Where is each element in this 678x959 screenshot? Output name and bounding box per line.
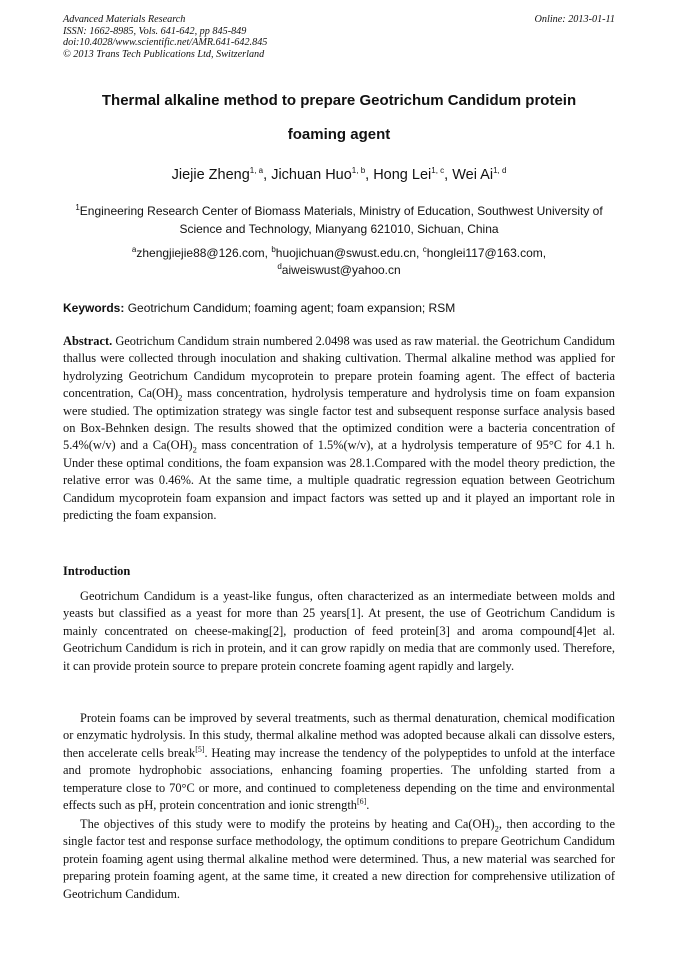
author-affiliation-mark: 1, a: [249, 166, 264, 176]
subscript: 2: [494, 823, 499, 834]
author-affiliation-mark: 1, c: [431, 166, 445, 176]
author-affiliation-mark: 1, d: [493, 166, 507, 176]
affiliation: [63, 203, 615, 238]
paper-title-line-1: Thermal alkaline method to prepare Geotrichum Candidum protein: [101, 92, 577, 109]
author-emails: [63, 245, 615, 279]
author-name: Hong Lei: [373, 167, 432, 183]
email-address: zhengjiejie88@126.com,: [136, 246, 268, 260]
section-heading-introduction: Introduction: [63, 564, 131, 578]
keywords-label: Keywords:: [63, 301, 125, 315]
subscript: 2: [178, 392, 183, 403]
affiliation-text: Engineering Research Center of Biomass Materials, Ministry of Education, Southwest University of Science and Technology, Mianyang 621010, Sichuan, China: [79, 204, 603, 236]
author-name: Jiejie Zheng: [171, 167, 250, 183]
abstract: [63, 333, 615, 524]
author-name: Wei Ai: [452, 167, 494, 183]
paragraph-text: , then according to the single factor test and response surface methodology, the optimum conditions to prepare Geotrichum Candidum protein foaming agent using thermal alkaline method were determined. Thus, a new material was searched for preparing protein foaming agent, at the same time, it created a new direction for comprehensive utilization of Geotrichum Candidum.: [63, 817, 615, 901]
abstract-text: Geotrichum Candidum strain numbered 2.0498 was used as raw material. the Geotrichum Candidum thallus were collected through inoculation and shaking cultivation. Thermal alkaline method was applied for hydrolyzing Geotrichum Candidum mycoprotein to prepare protein foaming agent. The effect of bacteria concentration, Ca(OH): [63, 334, 615, 401]
copyright-line: © 2013 Trans Tech Publications Ltd, Switzerland: [63, 48, 265, 60]
journal-name: Advanced Materials Research: [63, 14, 186, 25]
journal-header: [63, 14, 615, 60]
issn-line: ISSN: 1662-8985, Vols. 641-642, pp 845-849: [63, 25, 247, 37]
keywords: [63, 301, 615, 315]
abstract-text: mass concentration, hydrolysis temperature and hydrolysis time on foam expansion were studied. The optimization strategy was single factor test and subsequent response surface analysis based on Box-Behnken design. The results showed that the optimized condition were a bacteria concentration of 5.4%(w/v) and a Ca(OH): [63, 386, 615, 453]
author-list: Jiejie Zheng$^{1, a}$, Jichuan Huo$^{1, b}$, Hong Lei$^{1, c}$, Wei Ai$^{1, d}$: [171, 166, 507, 183]
intro-paragraph-3: [63, 816, 615, 903]
doi-line: doi:10.4028/www.scientific.net/AMR.641-642.845: [63, 37, 268, 49]
citation-ref: [5]: [195, 744, 205, 754]
author-affiliation-mark: 1, b: [351, 166, 366, 176]
email-address: aiweiswust@yahoo.cn: [281, 263, 401, 277]
paragraph-text: .: [366, 798, 370, 813]
subscript: 2: [192, 444, 197, 455]
author-name: Jichuan Huo: [271, 167, 352, 183]
intro-paragraph-2: [63, 710, 615, 814]
email-address: huojichuan@swust.edu.cn,: [275, 246, 420, 260]
online-date: Online: 2013-01-11: [534, 14, 615, 25]
keywords-text: Geotrichum Candidum; foaming agent; foam expansion; RSM: [127, 301, 456, 315]
paragraph-text: . Heating may increase the tendency of the polypeptides to unfold at the interface and promote hydrophobic associations, enhancing foaming properties. The unfolding started from a temperature close to 70°C or more, and continued to completeness depending on the time and environmental effects such as pH, protein concentration and ionic strength: [63, 745, 615, 813]
email-mark: a: [131, 245, 137, 254]
email-address: honglei117@163.com,: [426, 246, 547, 260]
citation-ref: [6]: [356, 796, 367, 806]
abstract-text: mass concentration of 1.5%(w/v), at a hydrolysis temperature of 95°C for 4.1 h. Under these optimal conditions, the foam expansion was 28.1.Compared with the model theory prediction, the relative error was 0.46%. At the same time, a multiple quadratic regression equation between Geotrichum Candidum mycoprotein foam expansion and impact factors was setted up and it played an important role in predicting the foam expansion.: [63, 438, 615, 523]
abstract-label: Abstract.: [63, 334, 113, 348]
email-mark: c: [422, 245, 427, 254]
email-mark: b: [271, 245, 276, 254]
paragraph-text: The objectives of this study were to modify the proteins by heating and Ca(OH): [80, 817, 495, 831]
affiliation-mark: 1: [75, 203, 80, 212]
email-mark: d: [277, 262, 282, 271]
paragraph-text: Protein foams can be improved by several treatments, such as thermal denaturation, chemical modification or enzymatic hydrolysis. In this study, thermal alkaline method was adopted because alkali can dissolve esters, then accelerate cells break: [63, 711, 615, 760]
intro-paragraph-1: Geotrichum Candidum is a yeast-like fungus, often characterized as an intermediate between molds and yeasts but classified as a yeast for more than 25 years[1]. At present, the use of Geotrichum Candidum is mainly concentrated on cheese-making[2], production of feed protein[3] and aroma compound[4]et al. Geotrichum Candidum is rich in protein, and it can grow rapidly on media that are commonly used. Therefore, it can provide protein source to prepare protein concrete foaming agent rapidly and largely.: [63, 589, 615, 673]
paper-title-line-2: foaming agent: [287, 126, 391, 143]
